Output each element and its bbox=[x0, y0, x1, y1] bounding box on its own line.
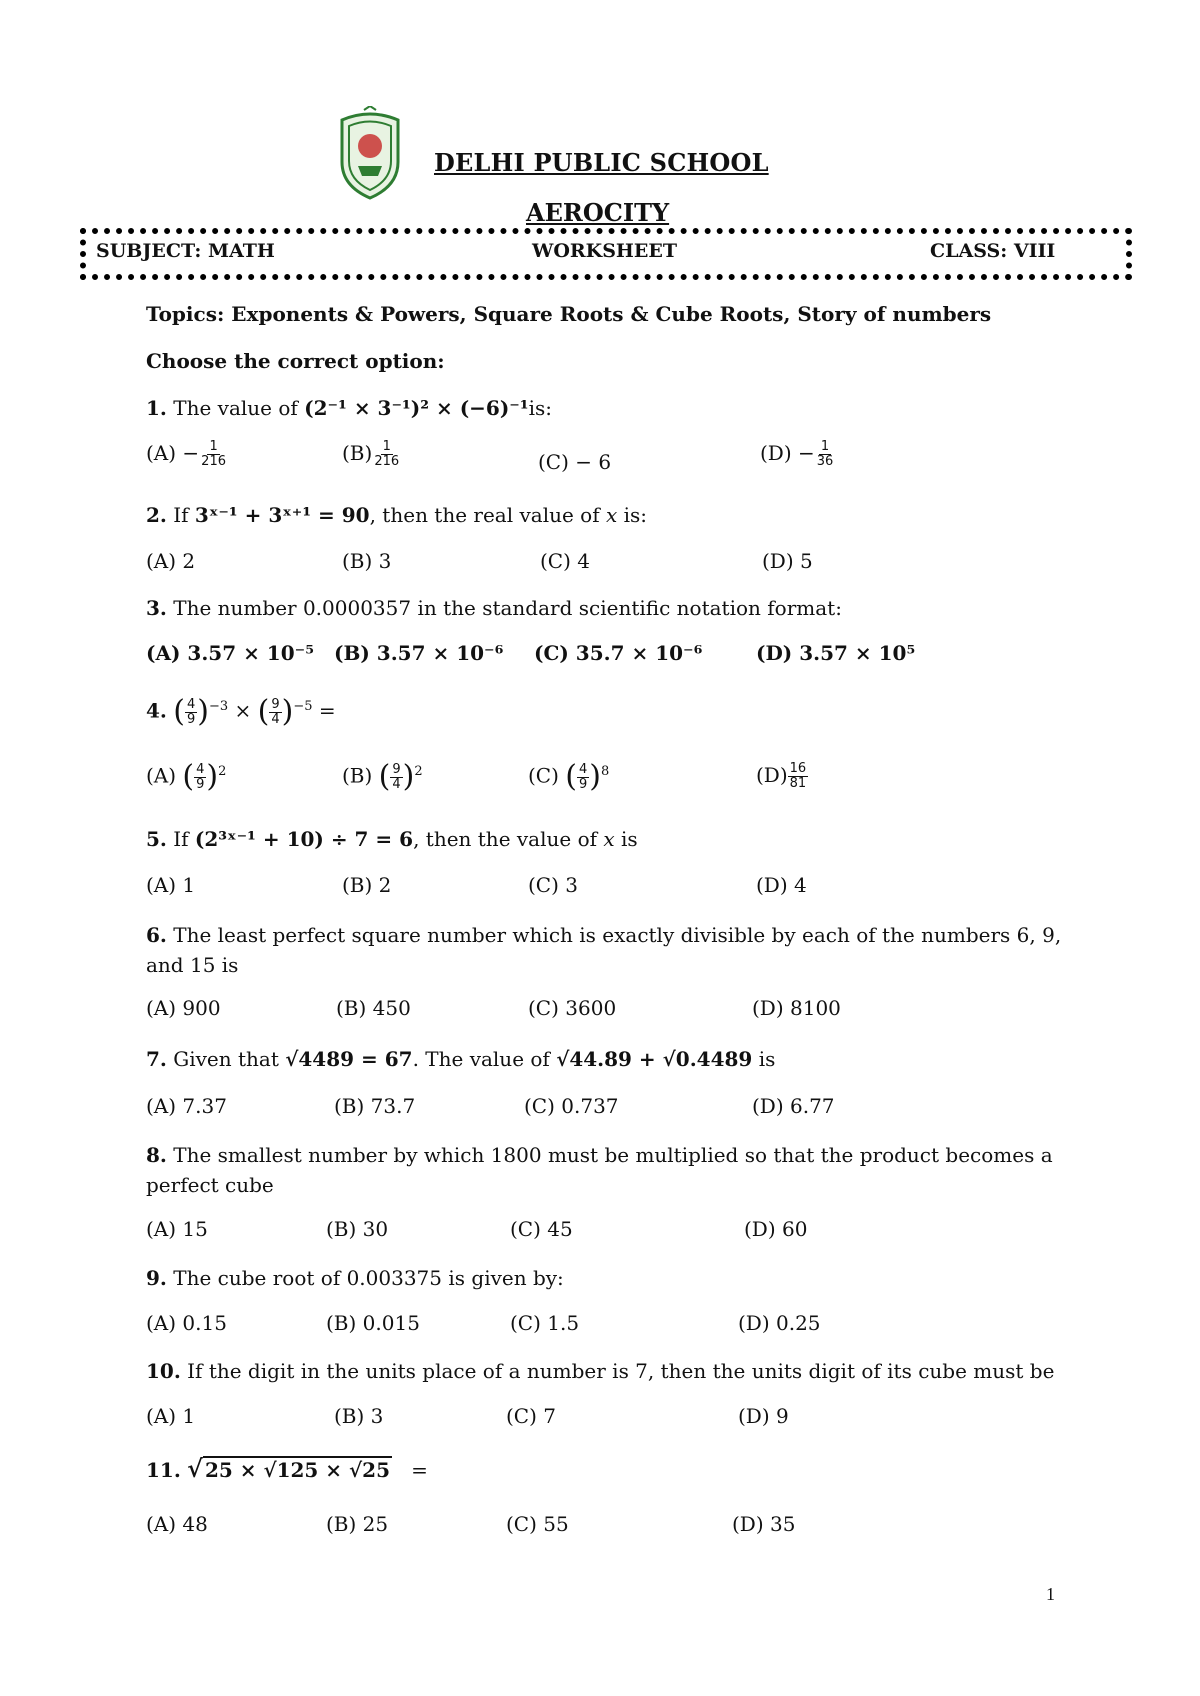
question-9: 9. The cube root of 0.003375 is given by: bbox=[146, 1266, 564, 1290]
q6-option-b[interactable]: (B) 450 bbox=[336, 996, 411, 1020]
q3-option-d[interactable]: (D) 3.57 × 10⁵ bbox=[756, 641, 916, 665]
worksheet-label: WORKSHEET bbox=[532, 240, 677, 262]
q2-option-c[interactable]: (C) 4 bbox=[540, 549, 590, 573]
q1-option-b[interactable]: (B) $\frac{1}{216}$ bbox=[342, 439, 400, 469]
question-10: 10. If the digit in the units place of a number is 7, then the units digit of its cube must be bbox=[146, 1359, 1055, 1383]
q2-option-a[interactable]: (A) 2 bbox=[146, 549, 196, 573]
class-label: CLASS: VIII bbox=[930, 240, 1056, 262]
q1-option-d[interactable]: (D) − $\frac{1}{36}$ bbox=[760, 439, 834, 469]
q7-option-c[interactable]: (C) 0.737 bbox=[524, 1094, 619, 1118]
school-branch: AEROCITY bbox=[526, 198, 670, 227]
q3-option-b[interactable]: (B) 3.57 × 10⁻⁶ bbox=[334, 641, 504, 665]
q10-option-d[interactable]: (D) 9 bbox=[738, 1404, 789, 1428]
question-6: 6. The least perfect square number which is exactly divisible by each of the numbers 6, 9, and 15 is bbox=[146, 923, 1062, 977]
q5-option-a[interactable]: (A) 1 bbox=[146, 873, 196, 897]
q11-option-d[interactable]: (D) 35 bbox=[732, 1512, 796, 1536]
question-11: 11. √ 25 × √125 × √25 = bbox=[146, 1454, 428, 1483]
q2-option-d[interactable]: (D) 5 bbox=[762, 549, 813, 573]
q4-option-c[interactable]: (C) ( $\frac{4}{9}$ )$^8$ bbox=[528, 759, 610, 794]
q9-option-d[interactable]: (D) 0.25 bbox=[738, 1311, 821, 1335]
q3-option-c[interactable]: (C) 35.7 × 10⁻⁶ bbox=[534, 641, 703, 665]
page-number: 1 bbox=[1046, 1584, 1055, 1604]
question-7: 7. Given that √4489 = 67. The value of √44.89 + √0.4489 is bbox=[146, 1047, 776, 1071]
q4-option-a[interactable]: (A) ( $\frac{4}{9}$ )$^2$ bbox=[146, 759, 227, 794]
q10-option-b[interactable]: (B) 3 bbox=[334, 1404, 384, 1428]
question-2: 2. If 3ˣ⁻¹ + 3ˣ⁺¹ = 90, then the real value of 𝑥 is: bbox=[146, 503, 648, 527]
q9-option-a[interactable]: (A) 0.15 bbox=[146, 1311, 227, 1335]
q6-option-a[interactable]: (A) 900 bbox=[146, 996, 221, 1020]
q7-option-d[interactable]: (D) 6.77 bbox=[752, 1094, 835, 1118]
q1-option-c[interactable]: (C) − 6 bbox=[538, 450, 612, 474]
q8-option-c[interactable]: (C) 45 bbox=[510, 1217, 573, 1241]
question-1: 1. The value of (2⁻¹ × 3⁻¹)² × (−6)⁻¹is: bbox=[146, 396, 553, 420]
school-crest-logo bbox=[334, 106, 406, 202]
q10-option-c[interactable]: (C) 7 bbox=[506, 1404, 556, 1428]
q7-option-a[interactable]: (A) 7.37 bbox=[146, 1094, 227, 1118]
q2-option-b[interactable]: (B) 3 bbox=[342, 549, 392, 573]
q8-option-a[interactable]: (A) 15 bbox=[146, 1217, 208, 1241]
school-name: DELHI PUBLIC SCHOOL bbox=[434, 148, 769, 177]
topics-line: Topics: Exponents & Powers, Square Roots & Cube Roots, Story of numbers bbox=[146, 302, 992, 326]
q3-option-a[interactable]: (A) 3.57 × 10⁻⁵ bbox=[146, 641, 314, 665]
q11-option-c[interactable]: (C) 55 bbox=[506, 1512, 569, 1536]
subject-label: SUBJECT: MATH bbox=[96, 240, 275, 262]
q6-option-c[interactable]: (C) 3600 bbox=[528, 996, 617, 1020]
q10-option-a[interactable]: (A) 1 bbox=[146, 1404, 196, 1428]
question-8: 8. The smallest number by which 1800 must be multiplied so that the product becomes a perfect cube bbox=[146, 1143, 1053, 1197]
q9-option-b[interactable]: (B) 0.015 bbox=[326, 1311, 420, 1335]
q6-option-d[interactable]: (D) 8100 bbox=[752, 996, 841, 1020]
q5-option-c[interactable]: (C) 3 bbox=[528, 873, 578, 897]
q11-option-a[interactable]: (A) 48 bbox=[146, 1512, 208, 1536]
question-4: 4. ( $\frac{4}{9}$ )$^{-3}$ × ( $\frac{9}{4}$ )$^{-5}$ = bbox=[146, 694, 336, 730]
q8-option-d[interactable]: (D) 60 bbox=[744, 1217, 808, 1241]
q5-option-d[interactable]: (D) 4 bbox=[756, 873, 807, 897]
question-5: 5. If (2³ˣ⁻¹ + 10) ÷ 7 = 6, then the value of 𝑥 is bbox=[146, 827, 638, 851]
q9-option-c[interactable]: (C) 1.5 bbox=[510, 1311, 580, 1335]
q8-option-b[interactable]: (B) 30 bbox=[326, 1217, 389, 1241]
q4-option-b[interactable]: (B) ( $\frac{9}{4}$ )$^2$ bbox=[342, 759, 423, 794]
q7-option-b[interactable]: (B) 73.7 bbox=[334, 1094, 416, 1118]
instruction: Choose the correct option: bbox=[146, 349, 445, 373]
question-3: 3. The number 0.0000357 in the standard scientific notation format: bbox=[146, 596, 842, 620]
q1-option-a[interactable]: (A) − $\frac{1}{216}$ bbox=[146, 439, 226, 469]
q11-option-b[interactable]: (B) 25 bbox=[326, 1512, 389, 1536]
q4-option-d[interactable]: (D) $\frac{16}{81}$ bbox=[756, 761, 807, 791]
q5-option-b[interactable]: (B) 2 bbox=[342, 873, 392, 897]
